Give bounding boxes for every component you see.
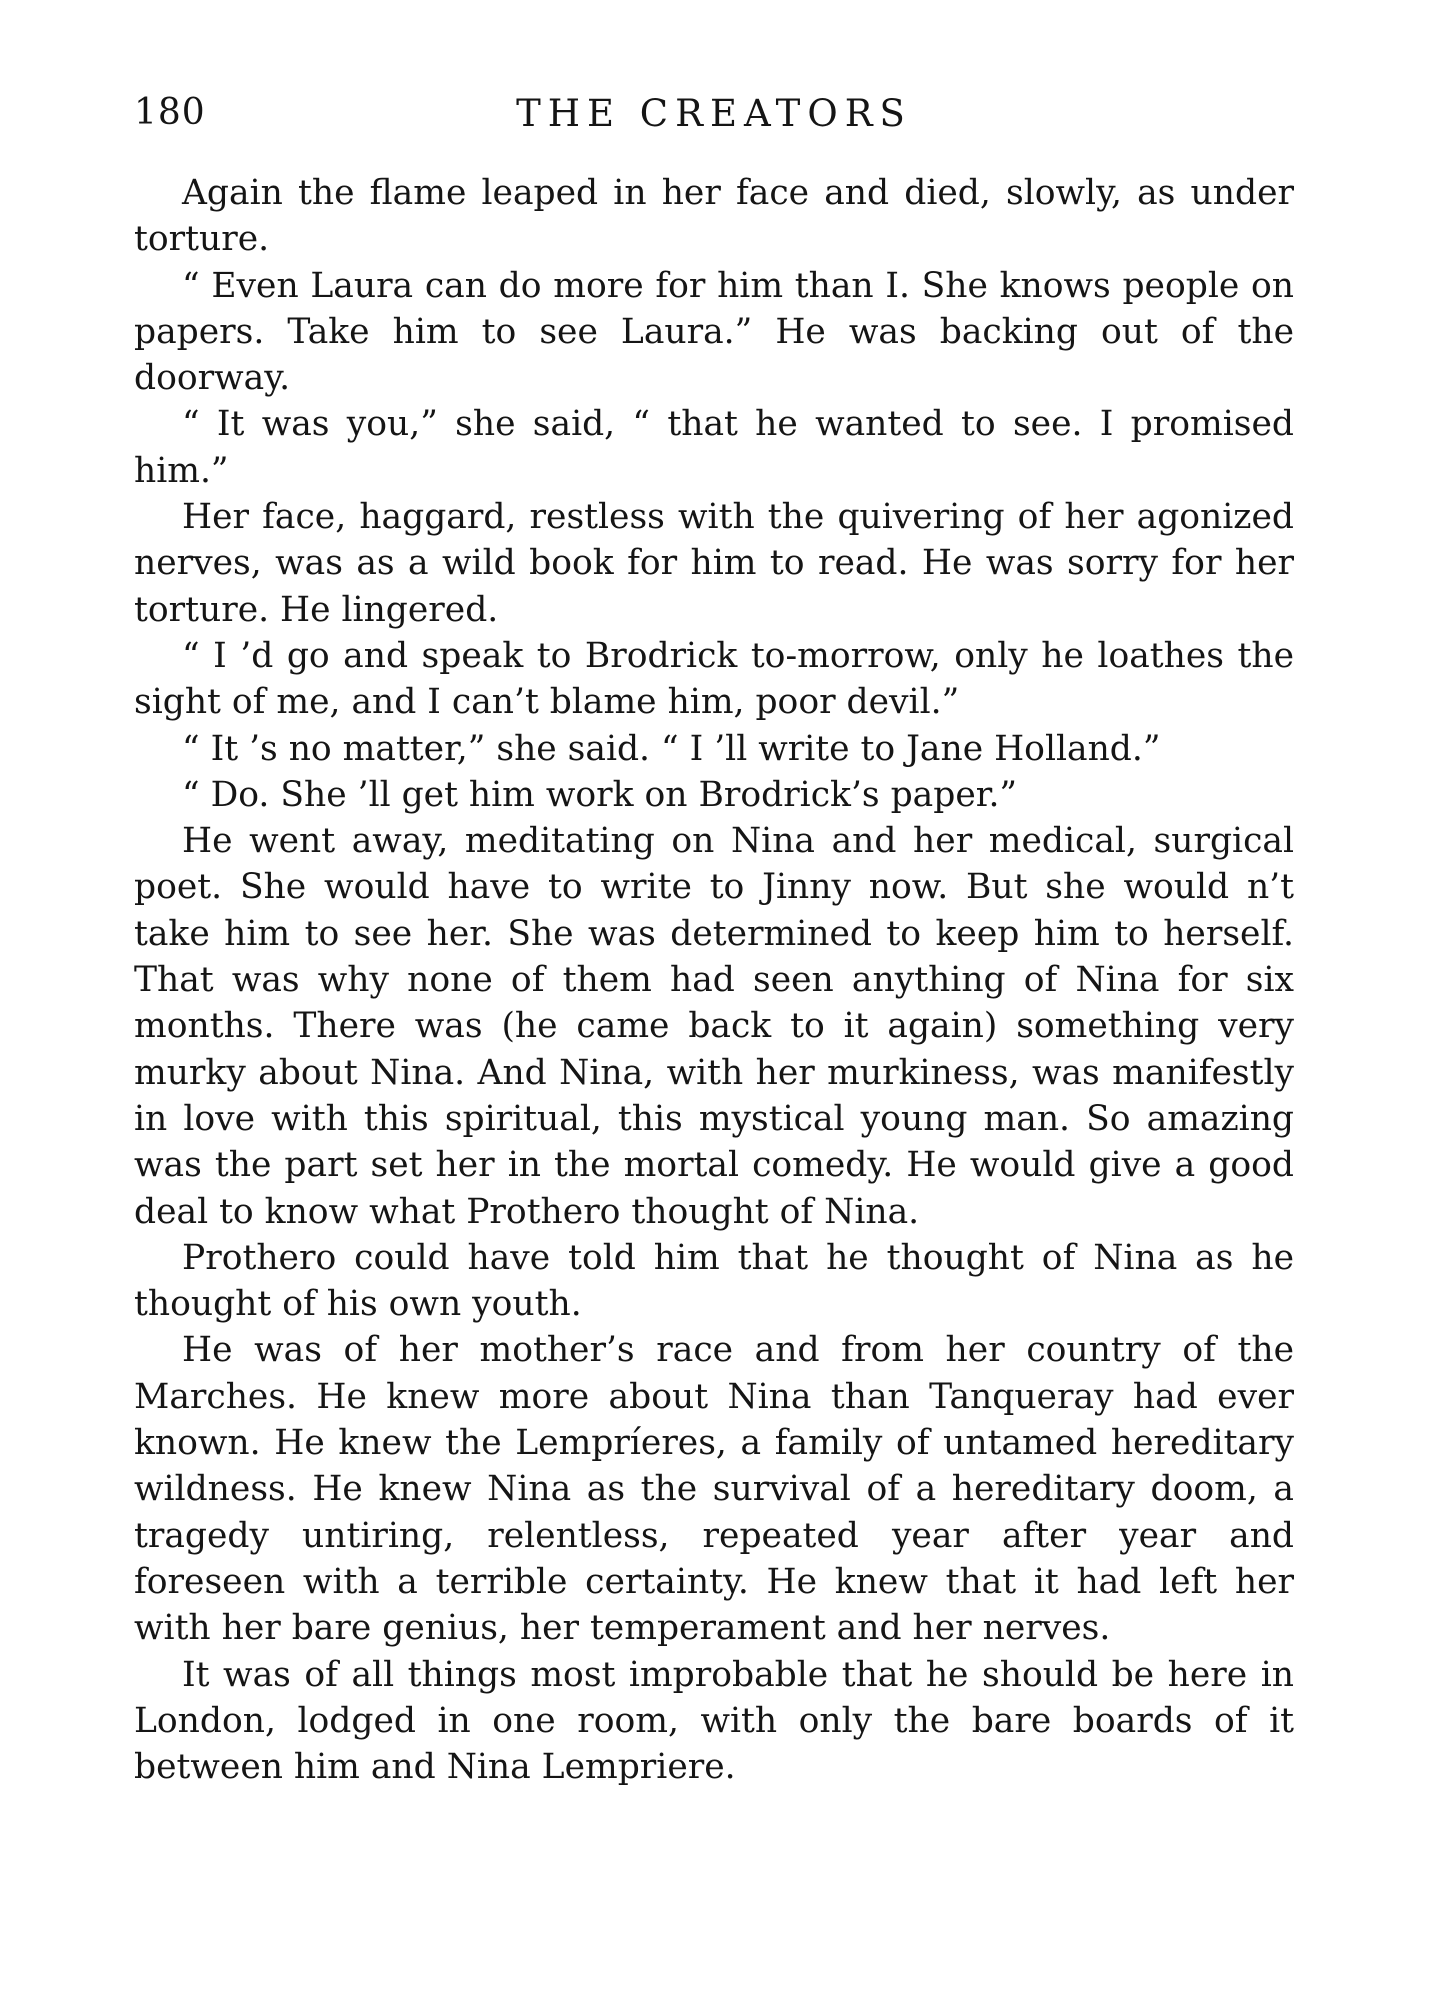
paragraph: “ Even Laura can do more for him than I. She knows people on papers. Take him to see Laura.” He was backing out of the doorway. [134,265,1294,399]
paragraph: “ Do. She ’ll get him work on Brodrick’s paper.” [182,774,1018,815]
paragraph: Her face, haggard, restless with the quivering of her agonized nerves, was as a wild book for him to read. He was sorry for her torture. He lingered. [134,497,1294,630]
page-number: 180 [134,92,206,133]
paragraph: “ It was you,” she said, “ that he wanted to see. I promised him.” [134,404,1294,491]
paragraph: He was of her mother’s race and from her country of the Marches. He knew more about Nina than Tanqueray had ever known. He knew the Lempríeres, a family of untamed hereditary wildness. He knew Nina as the survival of a hereditary doom, a tragedy untiring, relentless, repeated year after year and foreseen with a terrible certainty. He knew that it had left her with her bare genius, her temperament and her nerves. [134,1330,1294,1649]
running-title: THE CREATORS [516,92,912,135]
paragraph: “ I ’d go and speak to Brodrick to-morrow, only he loathes the sight of me, and I can’t blame him, poor devil.” [134,635,1294,723]
paragraph: “ It ’s no matter,” she said. “ I ’ll write to Jane Holland.” [182,728,1161,769]
paragraph: He went away, meditating on Nina and her medical, surgical poet. She would have to write to Jinny now. But she would n’t take him to see her. She was determined to keep him to herself. That was why none of them had seen anything of Nina for six months. There was (he came back to it again) something very murky about Nina. And Nina, with her murkiness, was manifestly in love with this spiritual, this mystical young man. So amazing was the part set her in the mortal comedy. He would give a good deal to know what Prothero thought of Nina. [134,821,1294,1232]
paragraph: It was of all things most improbable that he should be here in London, lodged in one room, with only the bare boards of it between him and Nina Lempriere. [134,1654,1294,1788]
paragraph: Again the flame leaped in her face and died, slowly, as under torture. [134,173,1294,260]
body-text [134,170,1294,1790]
running-head [134,92,1294,142]
paragraph: Prothero could have told him that he thought of Nina as he thought of his own youth. [134,1237,1294,1325]
